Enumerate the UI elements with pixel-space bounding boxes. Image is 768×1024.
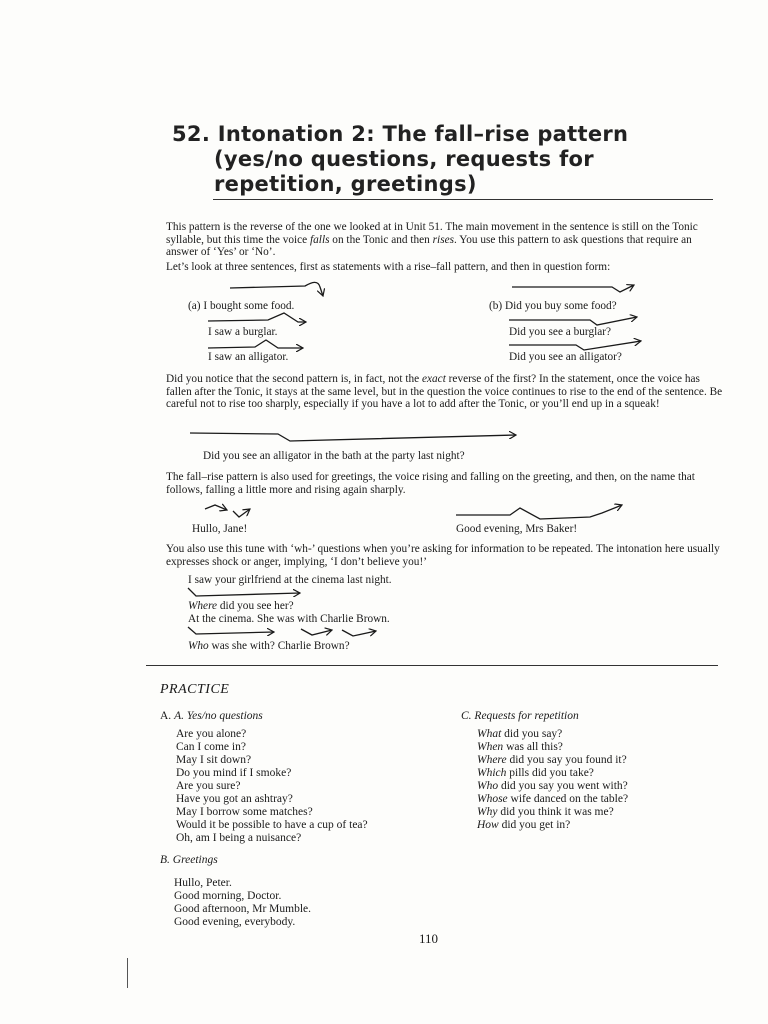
example-b2: Did you see a burglar? [509, 326, 612, 338]
practice-a-title: A. Yes/no questions [174, 710, 263, 722]
practice-b-item-0: Hullo, Peter. [174, 877, 232, 889]
practice-c-wh-word: Where [477, 754, 507, 766]
practice-c-rest: did you say you found it? [506, 754, 627, 766]
wh-arrow-2c [342, 630, 376, 636]
practice-c-wh-word: How [477, 819, 499, 831]
practice-c-wh-word: Which [477, 767, 507, 779]
rise-fall-arrow-a2 [208, 313, 306, 322]
practice-c-rest: wife danced on the table? [507, 793, 629, 805]
example-a1: (a) I bought some food. [188, 300, 295, 312]
rise-fall-arrow-a1 [230, 282, 323, 296]
intro-paragraph-2: Let’s look at three sentences, first as statements with a rise–fall pattern, and then in question form: [166, 261, 611, 273]
greeting-arrow-1a [205, 505, 227, 510]
long-example: Did you see an alligator in the bath at the party last night? [203, 450, 465, 462]
notice-text-2: reverse of the first? In the statement, once the voice has fallen after the Tonic, it stays at the same level, but in the question the voice continues to rise to the end of the sentence. Be careful not to rise too sharply, especially if you have a lot to add after the Tonic, or you’ll end up in a squeak! [166, 373, 723, 411]
intro-text-2: on the Tonic and then [329, 233, 433, 246]
intro-text-3: . You use this pattern to ask questions that require an answer of ‘Yes’ or ‘No’. [166, 233, 692, 259]
practice-b-item-2: Good afternoon, Mr Mumble. [174, 903, 312, 915]
practice-a-item-8: Oh, am I being a nuisance? [176, 832, 302, 844]
greetings-paragraph: The fall–rise pattern is also used for greetings, the voice rising and falling on the greeting, and then, on the name that follows, falling a little more and rising again sharply. [166, 471, 695, 496]
practice-a-item-5: Have you got an ashtray? [176, 793, 293, 805]
example-b3: Did you see an alligator? [509, 351, 622, 363]
wh-line-3: At the cinema. She was with Charlie Brown. [188, 613, 390, 625]
practice-c-rest: did you say you went with? [498, 780, 628, 792]
practice-c-wh-word: Why [477, 806, 498, 818]
practice-c-wh-word: When [477, 741, 504, 753]
practice-a-item-4: Are you sure? [176, 780, 241, 792]
fall-rise-arrow-b2 [509, 317, 637, 325]
wh-arrow-2b [301, 629, 332, 635]
title-line-1: 52. Intonation 2: The fall–rise pattern [172, 122, 629, 146]
practice-a-item-1: Can I come in? [176, 741, 246, 753]
practice-a-item-2: May I sit down? [176, 754, 252, 766]
wh-line-2-rest: did you see her? [217, 600, 294, 612]
title-line-3: repetition, greetings) [214, 172, 477, 196]
wh-line-4-rest: was she with? Charlie Brown? [208, 640, 350, 652]
rise-fall-arrow-a3 [208, 340, 303, 348]
practice-a-item-6: May I borrow some matches? [176, 806, 313, 818]
greeting-arrow-1b [233, 509, 250, 517]
example-a3: I saw an alligator. [208, 351, 289, 363]
practice-a-letter: A. [160, 710, 175, 722]
fall-rise-arrow-b1 [512, 285, 634, 292]
practice-b-item-3: Good evening, everybody. [174, 916, 296, 928]
practice-a-item-7: Would it be possible to have a cup of tea? [176, 819, 368, 831]
title-line-2: (yes/no questions, requests for [214, 147, 594, 171]
example-a2: I saw a burglar. [208, 326, 278, 338]
greeting-example-2: Good evening, Mrs Baker! [456, 523, 578, 535]
page-number: 110 [419, 931, 439, 946]
practice-c-rest: was all this? [503, 741, 563, 753]
greeting-example-1: Hullo, Jane! [192, 523, 248, 535]
fall-rise-arrow-b3 [509, 341, 641, 350]
wh-arrow-2a [188, 627, 274, 634]
greeting-arrow-2 [456, 505, 622, 519]
practice-c-rest: did you get in? [498, 819, 571, 831]
wh-line-1: I saw your girlfriend at the cinema last night. [188, 574, 392, 586]
wh-arrow-1 [188, 588, 300, 596]
practice-c-wh-word: Who [477, 780, 499, 792]
wh-paragraph: You also use this tune with ‘wh-’ questions when you’re asking for information to be repeated. The intonation here usually expresses shock or anger, implying, ‘I don’t believe you!’ [166, 543, 720, 568]
example-b1: (b) Did you buy some food? [489, 300, 617, 312]
notice-text-1: Did you notice that the second pattern is, in fact, not the [166, 373, 422, 385]
practice-c-rest: did you say? [501, 728, 563, 740]
practice-c-wh-word: What [477, 728, 502, 740]
notice-exact: exact [422, 373, 446, 385]
practice-b-title: B. Greetings [160, 854, 218, 866]
intro-text-1: This pattern is the reverse of the one we looked at in Unit 51. The main movement in the sentence is still on the Tonic syllable, but this time the voice [166, 221, 698, 246]
practice-a-item-0: Are you alone? [176, 728, 247, 740]
long-fall-rise-arrow [190, 433, 516, 441]
intro-rises: rises [432, 233, 454, 246]
practice-b-item-1: Good morning, Doctor. [174, 890, 282, 902]
practice-c-title: C. Requests for repetition [461, 710, 579, 722]
practice-c-rest: pills did you take? [506, 767, 594, 779]
practice-c-wh-word: Whose [477, 793, 508, 805]
wh-where: Where [188, 600, 218, 612]
practice-a-item-3: Do you mind if I smoke? [176, 767, 292, 779]
practice-c-rest: did you think it was me? [497, 806, 614, 818]
wh-who: Who [188, 640, 209, 652]
practice-heading: PRACTICE [160, 682, 230, 697]
intro-falls: falls [310, 233, 330, 246]
